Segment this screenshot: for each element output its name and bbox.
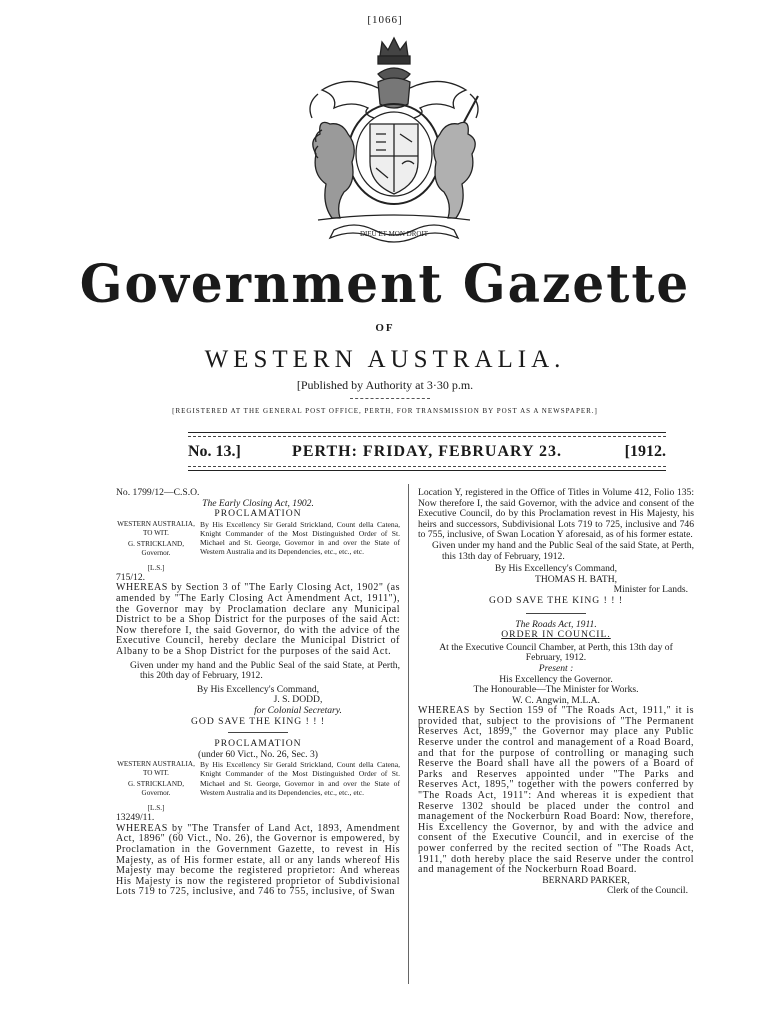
publication-authority: [Published by Authority at 3·30 p.m. (296, 378, 474, 392)
signatory-title: for Colonial Secretary. (254, 704, 342, 716)
column-divider (408, 484, 409, 984)
present-member: The Honourable—The Minister for Works. (473, 684, 639, 696)
act-title: The Early Closing Act, 1902. (202, 497, 314, 509)
issue-year: [1912. (624, 443, 666, 460)
governor-title: By His Excellency Sir Gerald Strickland, Count della Catena, Knight Commander of the Most Distinguished Order of St. Michael and St. George, Governor in and over the State of Western Australia and its Dependencies, etc., etc., etc. (200, 760, 400, 797)
signatory: THOMAS H. BATH, (534, 573, 618, 585)
signatory-title: Minister for Lands. (613, 584, 688, 596)
signatory: J. S. DODD, (273, 694, 323, 706)
god-save-the-king: GOD SAVE THE KING ! ! ! (488, 594, 624, 606)
governor-title: By His Excellency Sir Gerald Strickland, Count della Catena, Knight Commander of the Most Distinguished Order of St. Michael and St. George, Governor in and over the State of Western Australia and its Dependencies, etc., etc., etc. (200, 519, 400, 557)
given-under-hand: Given under my hand and the Public Seal of the said State, at Perth, this 20th day of February, 1912. (130, 659, 400, 682)
proclamation-heading: PROCLAMATION (214, 738, 302, 750)
crest-motto: DIEU ET MON DROIT (359, 230, 429, 238)
rule-bottom-dashed (188, 466, 666, 467)
present-label: Present : (538, 662, 574, 674)
rule-top-dashed (188, 436, 666, 437)
governor-block (116, 760, 400, 813)
royal-coat-of-arms (278, 34, 510, 244)
by-command: By His Excellency's Command, (196, 683, 320, 695)
registration-notice: [REGISTERED AT THE GENERAL POST OFFICE, PERTH, FOR TRANSMISSION BY POST AS A NEWSPAPER.] (172, 407, 598, 415)
rule-bottom (188, 470, 666, 471)
proclamation-body: WHEREAS by "The Transfer of Land Act, 1893, Amendment Act, 1896" (60 Vict., No. 26), the Governor is empowered, by Proclamation in the Government Gazette, to revest in His Majesty, as of His former estate, all or any lands whereof His Majesty may become the registered proprietor: And whereas His Majesty is now the registered proprietor of Subdivisional Lots 719 to 725, inclusive, and 746 to 755, inclusive, of Swan (116, 822, 400, 898)
notice-reference: No. 1799/12—C.S.O. (116, 487, 200, 498)
god-save-the-king: GOD SAVE THE KING ! ! ! (190, 715, 326, 727)
proclamation-heading: PROCLAMATION (214, 508, 302, 520)
governor-block (116, 520, 400, 573)
left-column (116, 488, 400, 898)
order-body: WHEREAS by Section 159 of "The Roads Act, 1911," it is provided that, subject to the provisions of "The Permanent Reserves Act, 1899," the Governor may place any Public Reserve under the control and management of a Road Board, and that for the purpose of controlling or managing such Reserve the Board shall have all the powers of a Board of Parks and Reserves appointed under "The Parks and Reserves Act, 1895," together with the powers conferred by "The Roads Act, 1911": And whereas it is expedient that Reserve 1302 should be placed under the control and management of the Nockerburn Road Board: Now, therefore, His Excellency the Governor, by and with the advice and consent of the Executive Council, and in exercise of the power conferred by the recited section of "The Roads Act, 1911," doth hereby place the said Reserve under the control and management of the Nockerburn Road Board. (418, 705, 694, 876)
proclamation-continuation: Location Y, registered in the Office of Titles in Volume 412, Folio 135: Now therefore I, the said Governor, with the advice and consent of the Executive Council, do by this Proclamation revest in His Majesty, his heirs and successors, Subdivisional Lots 719 to 725, inclusive and 746 to 755, inclusive, of Swan Location Y aforesaid, as of his former estate. (418, 487, 694, 541)
margin-note: WESTERN AUSTRALIA, TO WIT. G. STRICKLAND, Governor. [L.S.] (117, 519, 195, 572)
signatory: BERNARD PARKER, (542, 874, 630, 886)
proclamation-subheading: (under 60 Vict., No. 26, Sec. 3) (198, 748, 318, 760)
file-number: 715/12. (116, 571, 146, 583)
section-divider (526, 613, 586, 614)
section-divider (228, 732, 288, 733)
issue-line (188, 443, 666, 463)
issue-date: PERTH: FRIDAY, FEBRUARY 23. (292, 443, 562, 460)
file-number: 13249/11. (116, 812, 155, 824)
issue-number: No. 13.] (188, 443, 241, 460)
masthead-state: WESTERN AUSTRALIA. (204, 346, 566, 373)
signatory-title: Clerk of the Council. (607, 885, 688, 897)
rule-top (188, 432, 666, 433)
order-place: At the Executive Council Chamber, at Perth, this 13th day of February, 1912. (439, 641, 673, 664)
proclamation-body: WHEREAS by Section 3 of "The Early Closing Act, 1902" (as amended by "The Early Closing Act Amendment Act, 1911"), the Governor may by Proclamation declare any Municipal District to be a Shop District for the purposes of the said Act: Now therefore I, the said Governor, do with the advice of the Executive Council, hereby declare the Municipal District of Albany to be a Shop District for the purposes of the said Act. (116, 582, 400, 657)
given-under-hand: Given under my hand and the Public Seal of the said State, at Perth, this 13th day of February, 1912. (432, 539, 694, 562)
page-number: [1066] (367, 14, 403, 26)
order-heading: ORDER IN COUNCIL. (501, 629, 611, 641)
gazette-masthead: Government Gazette (79, 252, 691, 315)
margin-note: WESTERN AUSTRALIA, TO WIT. G. STRICKLAND, Governor. [L.S.] (117, 760, 195, 813)
present-member: W. C. Angwin, M.L.A. (512, 694, 600, 706)
present-member: His Excellency the Governor. (499, 673, 613, 685)
act-title: The Roads Act, 1911. (515, 618, 597, 630)
masthead-of: OF (375, 322, 395, 334)
by-command: By His Excellency's Command, (494, 563, 618, 575)
right-column (418, 488, 694, 897)
divider (350, 398, 430, 399)
